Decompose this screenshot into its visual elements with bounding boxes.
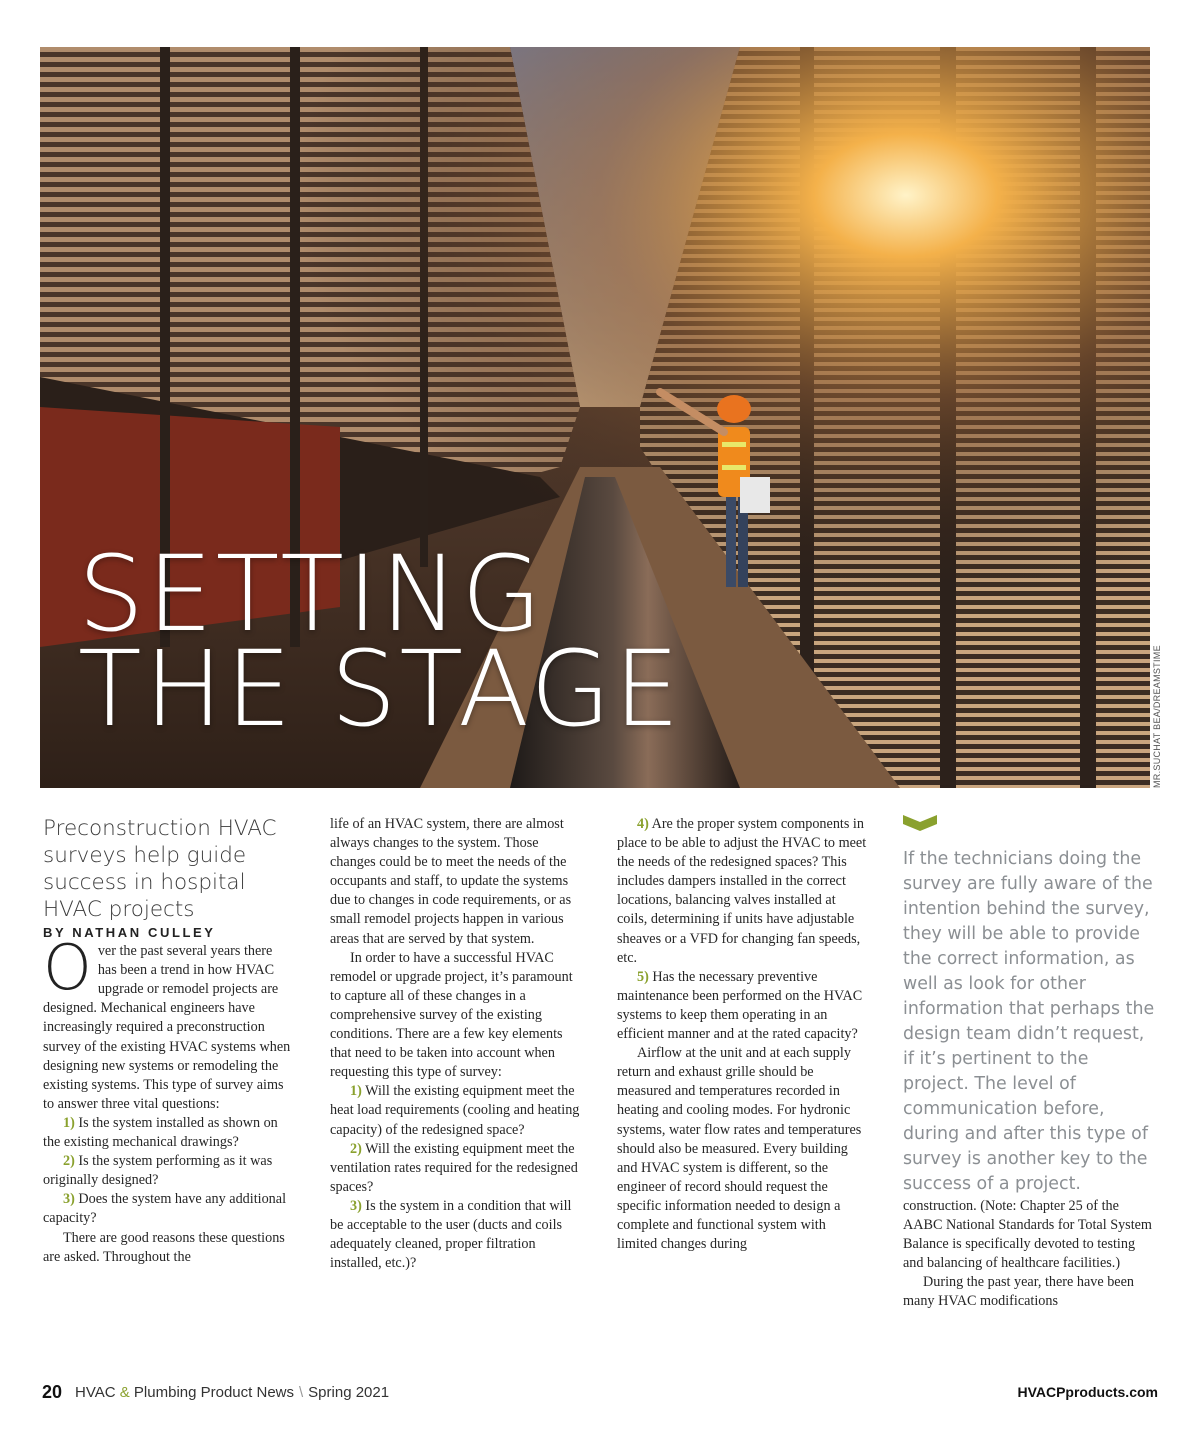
col4-paragraph-2: During the past year, there have been many HVAC modifications (903, 1274, 1134, 1310)
column-3 (617, 815, 869, 1254)
question-3 (43, 1190, 293, 1228)
question-2 (43, 1152, 293, 1190)
headline (78, 533, 683, 750)
element-4 (617, 815, 869, 968)
footer-separator: \ (299, 1384, 304, 1401)
publication-name-part-1: HVAC (75, 1384, 116, 1401)
element-4-number: 4) (637, 816, 649, 832)
element-3 (330, 1197, 582, 1273)
col4-paragraph-1: construction. (Note: Chapter 25 of the AABC National Standards for Total System Balance is specifically devoted to testing and balancing of healthcare facilities.) (903, 1198, 1152, 1272)
deck: Preconstruction HVAC surveys help guide success in hospital HVAC projects (43, 816, 277, 922)
column-2 (330, 815, 582, 1273)
page-footer (42, 1382, 1158, 1406)
col1-paragraph-2: There are good reasons these questions are asked. Throughout the (43, 1229, 285, 1265)
chevron-down-icon (903, 815, 937, 831)
question-3-text: Does the system have any additional capacity? (43, 1191, 287, 1227)
issue-date: Spring 2021 (308, 1384, 390, 1401)
element-1-number: 1) (350, 1083, 362, 1100)
photo-credit-text: MR.SUCHAT BEA/DREAMSTIME (1152, 645, 1162, 788)
website-link[interactable]: HVACPproducts.com (1017, 1384, 1158, 1400)
intro-text: ver the past several years there has been a trend in how HVAC upgrade or remodel projects are designed. Mechanical engineers have increasingly required a preconstruction survey of the existing HVAC systems when designing new systems or remodeling the existing systems. This type of survey aims to answer three vital questions: (43, 943, 291, 1112)
col3-paragraph-1: Airflow at the unit and at each supply return and exhaust grille should be measured and temperatures recorded in heating and cooling modes. For hydronic systems, water flow rates and temperatures should also be measured. Every building and HVAC system is different, so the engineer of record should request the specific information needed to design a complete and functional system with limited changes during (617, 1045, 862, 1253)
element-1 (330, 1082, 582, 1139)
question-3-number: 3) (63, 1191, 75, 1208)
publication-name (75, 1384, 389, 1401)
headline-line-2: THE STAGE (78, 628, 683, 750)
question-2-number: 2) (63, 1153, 75, 1170)
publication-name-part-2: Plumbing Product News (133, 1384, 294, 1401)
element-5 (617, 968, 869, 1044)
question-1 (43, 1114, 293, 1152)
element-2-text: Will the existing equipment meet the ventilation rates required for the redesigned spaces? (330, 1140, 578, 1195)
element-4-text: Are the proper system components in place to be able to adjust the HVAC to meet the needs of the redesigned spaces? This includes dampers installed in the correct locations, balancing valves installed at coils, determining if units have adjustable sheaves or a VFD for changing fan speeds, etc. (617, 816, 867, 966)
element-2 (330, 1140, 582, 1197)
page-number: 20 (42, 1382, 63, 1402)
element-3-number: 3) (350, 1197, 362, 1214)
hero-photo (40, 47, 1150, 788)
col2-paragraph-1: life of an HVAC system, there are almost always changes to the system. Those changes could be to meet the needs of the occupants and staff, to update the systems due to changes in code requirements, or as small remodel projects happen in various areas that are served by that system. (330, 816, 572, 947)
question-2-text: Is the system performing as it was originally designed? (43, 1153, 273, 1189)
headline-line-1: SETTING (78, 533, 546, 655)
element-5-number: 5) (637, 968, 649, 985)
element-2-number: 2) (350, 1140, 362, 1157)
column-1 (43, 815, 293, 1267)
element-1-text: Will the existing equipment meet the heat load requirements (cooling and heating capacity) of the redesigned space? (330, 1083, 580, 1138)
byline: BY NATHAN CULLEY (43, 925, 216, 940)
publication-ampersand: & (119, 1384, 130, 1401)
col2-paragraph-2: In order to have a successful HVAC remodel or upgrade project, it’s paramount to capture all of these changes in a comprehensive survey of the existing conditions. There are a few key elements that need to be taken into account when requesting this type of survey: (330, 949, 573, 1081)
element-3-text: Is the system in a condition that will be acceptable to the user (ducts and coils adequately cleaned, proper filtration installed, etc.)? (330, 1197, 572, 1272)
pull-quote: If the technicians doing the survey are fully aware of the intention behind the survey, they will be able to provide the correct information, as well as look for other information that perhaps the design team didn’t request, if it’s pertinent to the project. The level of communication before, during and after this type of survey is another key to the success of a project. (903, 849, 1155, 1194)
dropcap: O (43, 931, 92, 1005)
element-5-text: Has the necessary preventive maintenance been performed on the HVAC systems to keep them operating in an efficient manner and at the rated capacity? (617, 968, 863, 1043)
question-1-text: Is the system installed as shown on the existing mechanical drawings? (43, 1114, 278, 1151)
question-1-number: 1) (63, 1114, 75, 1131)
column-4 (903, 815, 1155, 1312)
